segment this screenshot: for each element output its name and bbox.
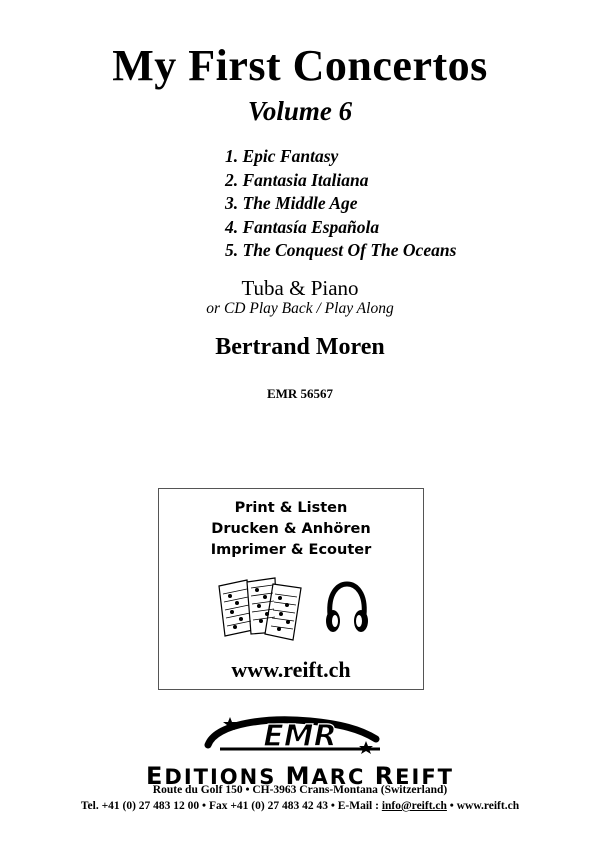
piece-list — [225, 145, 456, 263]
star-icon — [359, 741, 373, 754]
cover-title: My First Concertos — [112, 41, 488, 90]
telephone: Tel. +41 (0) 27 483 12 00 — [80, 800, 200, 812]
composer-name: Bertrand Moren — [215, 334, 385, 360]
fax: Fax +41 (0) 27 483 42 43 — [208, 800, 328, 812]
publisher-address: Route du Golf 150 • CH-3963 Crans-Montana (Switzerland) — [152, 784, 448, 796]
email-label: E-Mail : — [337, 800, 379, 812]
instrumentation: Tuba & Piano — [241, 276, 359, 300]
piece-item: 4. Fantasía Española — [225, 216, 380, 237]
promo-line-french: Imprimer & Ecouter — [210, 542, 372, 558]
play-along-note: or CD Play Back / Play Along — [206, 300, 394, 317]
website-link[interactable]: www.reift.ch — [456, 800, 520, 812]
emr-logo-text: EMR — [263, 719, 337, 754]
publisher-contacts: Tel. +41 (0) 27 483 12 00 • Fax +41 (0) 27 483 42 43 • E-Mail : info@reift.ch • www.reift.ch — [80, 800, 520, 812]
piece-item: 5. The Conquest Of The Oceans — [225, 240, 457, 260]
promo-line-english: Print & Listen — [234, 500, 348, 516]
promo-website-link[interactable]: www.reift.ch — [231, 657, 351, 682]
promo-line-german: Drucken & Anhören — [211, 521, 371, 537]
print-listen-box — [158, 488, 424, 690]
emr-logo — [190, 715, 410, 761]
publisher-name: EDITIONS MARC REIFT — [145, 762, 455, 790]
catalog-number: EMR 56567 — [266, 386, 334, 401]
email-link[interactable]: info@reift.ch — [381, 800, 447, 812]
piece-item: 1. Epic Fantasy — [225, 146, 339, 166]
headphones-icon — [324, 581, 370, 637]
piece-item: 3. The Middle Age — [225, 193, 358, 213]
piece-item: 2. Fantasia Italiana — [225, 169, 369, 190]
volume-subtitle: Volume 6 — [247, 96, 353, 126]
sheet-music-icon — [217, 576, 311, 642]
